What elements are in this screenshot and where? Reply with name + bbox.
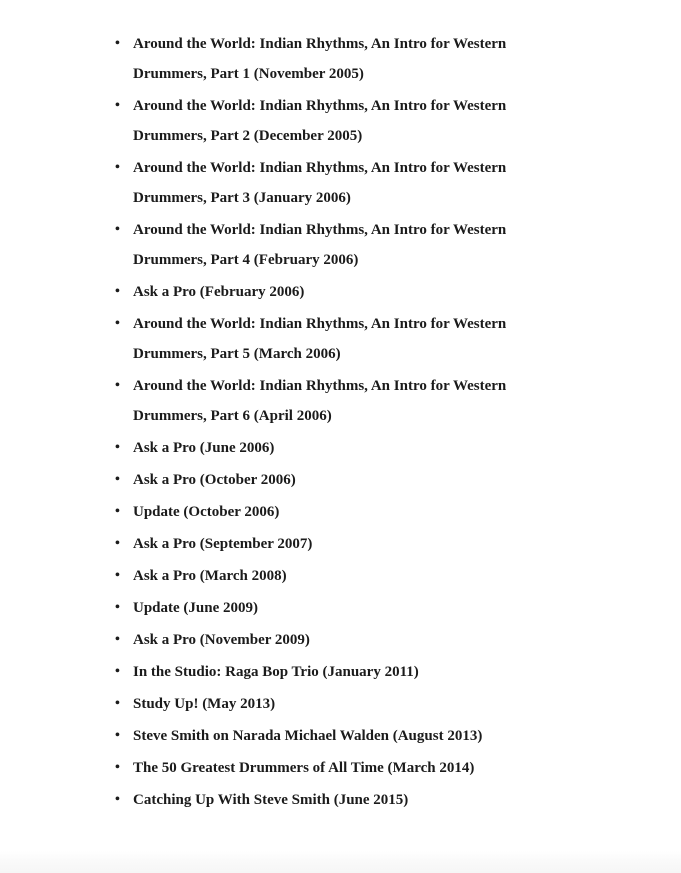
article-title: Around the World: Indian Rhythms, An Intro for Western Drummers, Part 4 (February 2006) (133, 222, 507, 268)
list-item (115, 153, 535, 213)
list-item (115, 91, 535, 151)
list-item (115, 753, 535, 783)
article-title: Around the World: Indian Rhythms, An Intro for Western Drummers, Part 3 (January 2006) (133, 160, 507, 206)
list-item (115, 371, 535, 431)
article-title: Ask a Pro (June 2006) (133, 440, 275, 456)
bullet-icon: • (115, 472, 120, 487)
bullet-icon: • (115, 284, 120, 299)
list-item (115, 29, 535, 89)
list-item (115, 465, 535, 495)
footer-gradient (0, 851, 681, 873)
bullet-icon: • (115, 728, 120, 743)
bullet-icon: • (115, 98, 120, 113)
list-item (115, 309, 535, 369)
list-item (115, 721, 535, 751)
article-title: Catching Up With Steve Smith (June 2015) (133, 792, 409, 808)
bullet-icon: • (115, 632, 120, 647)
article-title: In the Studio: Raga Bop Trio (January 2011) (133, 664, 419, 680)
article-title: Ask a Pro (February 2006) (133, 284, 305, 300)
article-title: Around the World: Indian Rhythms, An Intro for Western Drummers, Part 1 (November 2005) (133, 36, 507, 82)
bullet-icon: • (115, 440, 120, 455)
bullet-icon: • (115, 536, 120, 551)
bullet-icon: • (115, 792, 120, 807)
bullet-icon: • (115, 36, 120, 51)
article-title: Ask a Pro (November 2009) (133, 632, 310, 648)
article-title: Study Up! (May 2013) (133, 696, 276, 712)
article-title: Steve Smith on Narada Michael Walden (August 2013) (133, 728, 483, 744)
list-item (115, 215, 535, 275)
list-item (115, 657, 535, 687)
bullet-icon: • (115, 600, 120, 615)
list-item (115, 689, 535, 719)
article-title: Update (October 2006) (133, 504, 280, 520)
bullet-icon: • (115, 222, 120, 237)
bullet-icon: • (115, 378, 120, 393)
list-item (115, 625, 535, 655)
article-title: Update (June 2009) (133, 600, 259, 616)
article-title: The 50 Greatest Drummers of All Time (March 2014) (133, 760, 475, 776)
article-title: Ask a Pro (March 2008) (133, 568, 287, 584)
article-title: Around the World: Indian Rhythms, An Intro for Western Drummers, Part 5 (March 2006) (133, 316, 507, 362)
list-item (115, 785, 535, 815)
bullet-icon: • (115, 316, 120, 331)
article-title: Ask a Pro (September 2007) (133, 536, 313, 552)
bullet-icon: • (115, 568, 120, 583)
bullet-icon: • (115, 760, 120, 775)
list-item (115, 529, 535, 559)
bullet-icon: • (115, 160, 120, 175)
list-item (115, 497, 535, 527)
bullet-icon: • (115, 664, 120, 679)
list-item (115, 277, 535, 307)
bullet-icon: • (115, 504, 120, 519)
list-item (115, 561, 535, 591)
article-title: Around the World: Indian Rhythms, An Intro for Western Drummers, Part 6 (April 2006) (133, 378, 507, 424)
bullet-icon: • (115, 696, 120, 711)
article-title: Around the World: Indian Rhythms, An Intro for Western Drummers, Part 2 (December 2005) (133, 98, 507, 144)
list-item (115, 593, 535, 623)
list-item (115, 433, 535, 463)
article-title: Ask a Pro (October 2006) (133, 472, 296, 488)
